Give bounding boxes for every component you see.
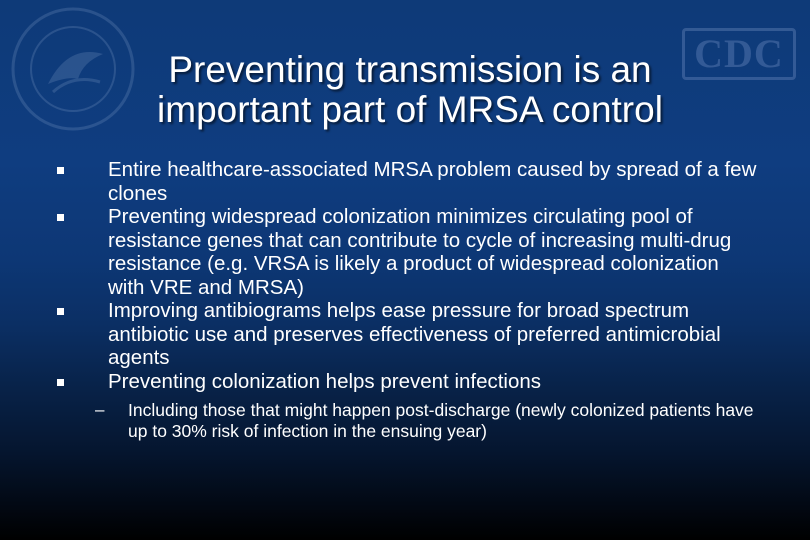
title-line: important part of MRSA control bbox=[157, 89, 663, 130]
bullet-list bbox=[57, 158, 757, 441]
slide-title bbox=[40, 50, 780, 130]
sub-bullet-list bbox=[95, 400, 757, 441]
bullet-text: Preventing widespread colonization minimizes circulating pool of resistance genes that can contribute to cycle of increasing multi-drug resistance (e.g. VRSA is likely a product of widespread colonization with VRE and MRSA) bbox=[108, 205, 732, 299]
title-line: Preventing transmission is an bbox=[168, 49, 652, 90]
sub-bullet-item bbox=[95, 400, 757, 441]
bullet-item bbox=[57, 158, 757, 205]
bullet-item bbox=[57, 299, 757, 370]
bullet-item bbox=[57, 370, 757, 442]
sub-bullet-text: Including those that might happen post-discharge (newly colonized patients have up to 30% risk of infection in the ensuing year) bbox=[128, 400, 754, 441]
bullet-text: Improving antibiograms helps ease pressure for broad spectrum antibiotic use and preserves effectiveness of preferred antimicrobial agents bbox=[108, 299, 721, 369]
bullet-item bbox=[57, 205, 757, 299]
cdc-logo: CDC bbox=[682, 28, 796, 80]
dash-bullet-icon: – bbox=[95, 400, 105, 419]
square-bullet-icon bbox=[57, 214, 64, 221]
square-bullet-icon bbox=[57, 379, 64, 386]
bullet-text: Entire healthcare-associated MRSA problem caused by spread of a few clones bbox=[108, 158, 757, 205]
square-bullet-icon bbox=[57, 308, 64, 315]
bullet-text: Preventing colonization helps prevent infections bbox=[108, 369, 542, 393]
square-bullet-icon bbox=[57, 167, 64, 174]
